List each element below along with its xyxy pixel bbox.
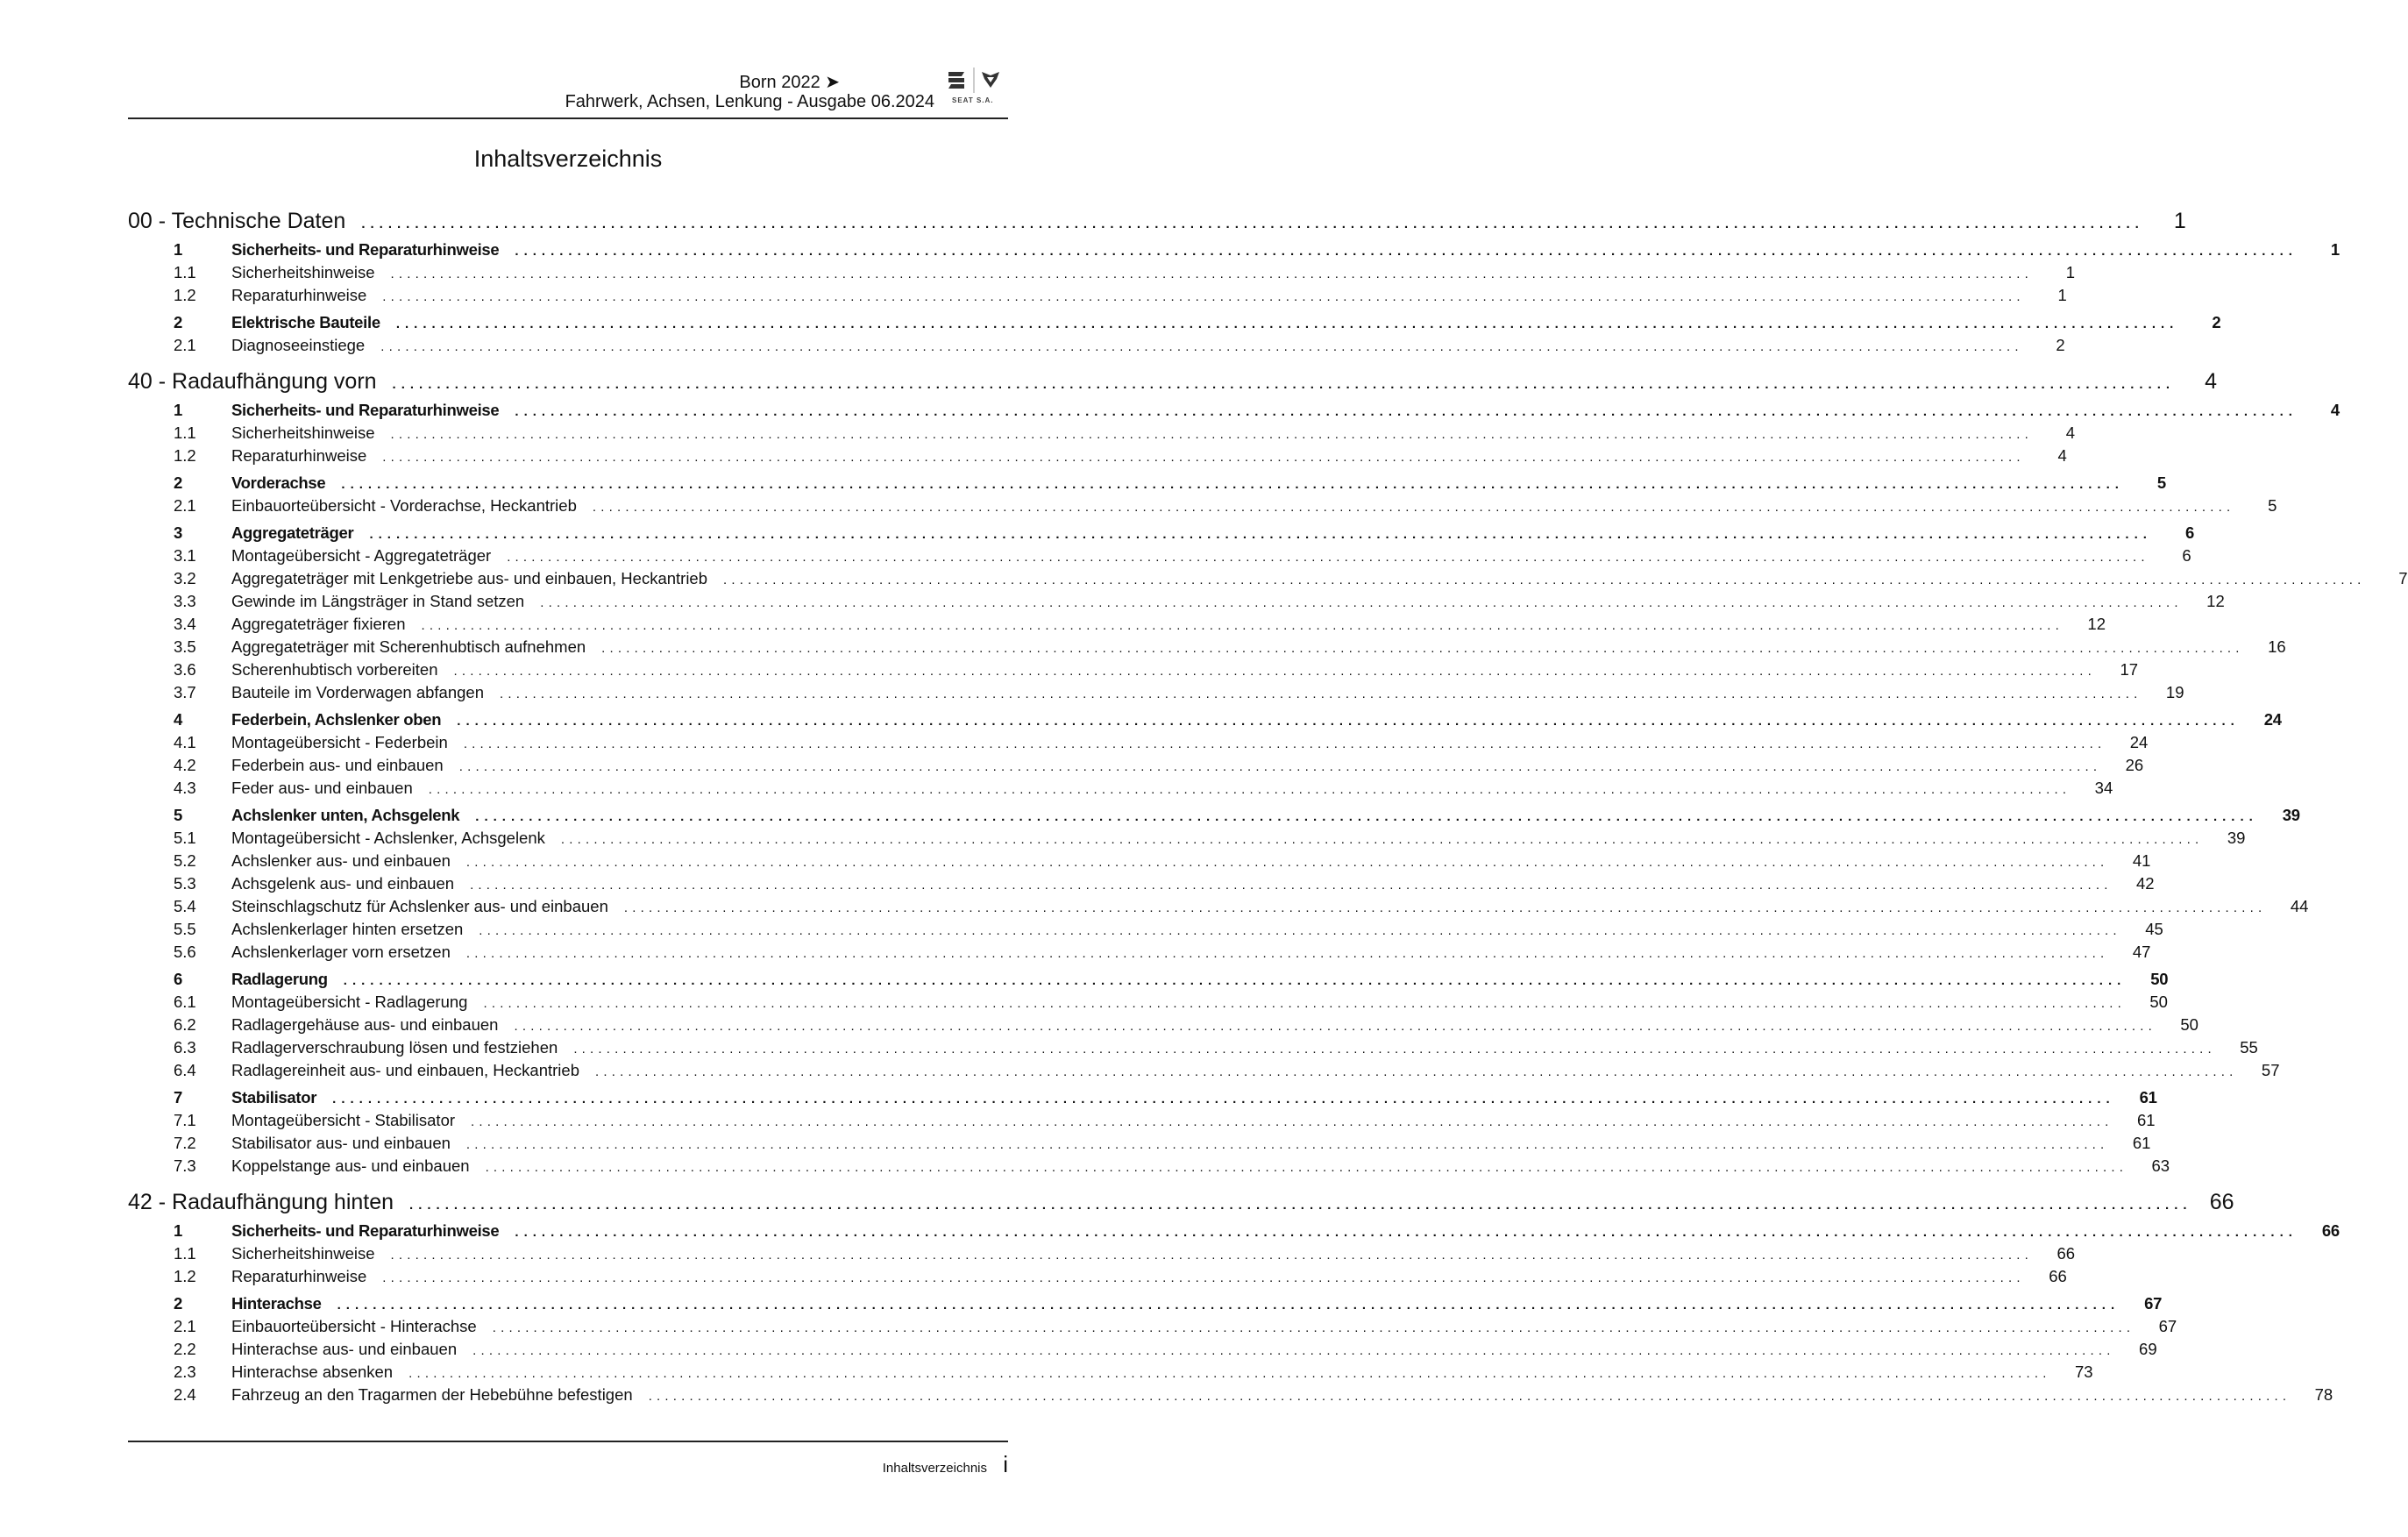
entry-number: 3 — [174, 523, 182, 542]
entry-title: Aggregateträger mit Lenkgetriebe aus- und einbauen, Heckantrieb — [231, 569, 708, 587]
dot-leader: ........................................................................................................................................................................................................ — [408, 1366, 2051, 1381]
entry-page: 5 — [2156, 473, 2166, 492]
entry-title: Einbauorteübersicht - Vorderachse, Heckantrieb — [231, 496, 577, 515]
entry-page: 63 — [2151, 1156, 2170, 1175]
toc-entry[interactable] — [128, 544, 2191, 567]
toc-entry[interactable] — [128, 941, 2151, 964]
entry-title: Achslenker aus- und einbauen — [231, 851, 451, 870]
entry-page: 1 — [2330, 240, 2340, 259]
entry-page: 4 — [2057, 446, 2067, 465]
entry-page: 73 — [2075, 1363, 2093, 1381]
entry-title: Radlagergehäuse aus- und einbauen — [231, 1015, 499, 1034]
entry-number: 1.1 — [174, 263, 196, 281]
entry-title: Federbein, Achslenker oben — [231, 710, 442, 729]
entry-title: Stabilisator — [231, 1088, 317, 1106]
entry-page: 2 — [2056, 336, 2065, 354]
dot-leader: ........................................................................................................................................................................................................ — [485, 1160, 2128, 1175]
toc-section[interactable] — [128, 968, 2169, 991]
dot-leader: ........................................................................................................................................................................................................ — [453, 664, 2097, 679]
entry-number: 3.3 — [174, 592, 196, 610]
entry-page: 2 — [2212, 313, 2221, 331]
dot-leader: ........................................................................................................................................................................................................ — [337, 1298, 2120, 1313]
entry-number: 5 — [174, 806, 182, 824]
dot-leader: ........................................................................................................................................................................................................ — [475, 809, 2258, 824]
entry-title: Sicherheitshinweise — [231, 1244, 375, 1263]
toc-entry[interactable] — [128, 1384, 2333, 1406]
dot-leader: ........................................................................................................................................................................................................ — [390, 427, 2034, 442]
entry-page: 55 — [2240, 1038, 2258, 1057]
dot-leader: ........................................................................................................................................................................................................ — [601, 641, 2244, 656]
entry-number: 1.2 — [174, 446, 196, 465]
toc-entry[interactable] — [128, 731, 2149, 754]
entry-number: 6.1 — [174, 993, 196, 1011]
toc-section[interactable] — [128, 472, 2166, 495]
entry-page: 66 — [2209, 1190, 2234, 1214]
entry-title: Sicherheitshinweise — [231, 423, 375, 442]
toc-entry[interactable] — [128, 334, 2065, 357]
toc-entry[interactable] — [128, 284, 2067, 307]
toc-entry[interactable] — [128, 1059, 2280, 1082]
entry-number: 1 — [174, 401, 182, 419]
entry-number: 2.1 — [174, 496, 196, 515]
toc-section[interactable] — [128, 804, 2300, 827]
dot-leader: ........................................................................................................................................................................................................ — [470, 878, 2113, 893]
entry-number: 5.2 — [174, 851, 196, 870]
entry-title: Sicherheits- und Reparaturhinweise — [231, 1221, 500, 1240]
toc-section[interactable] — [128, 1220, 2340, 1242]
entry-number: 6 — [174, 970, 182, 988]
entry-page: 50 — [2180, 1015, 2198, 1034]
page-title: Inhaltsverzeichnis — [473, 146, 663, 172]
entry-title: Gewinde im Längsträger in Stand setzen — [231, 592, 525, 610]
entry-page: 69 — [2139, 1340, 2157, 1358]
dot-leader: ........................................................................................................................................................................................................ — [595, 1064, 2238, 1079]
entry-number: 5.1 — [174, 829, 196, 847]
entry-page: 12 — [2087, 615, 2106, 633]
dot-leader: ........................................................................................................................................................................................................ — [492, 1320, 2135, 1335]
entry-title: Hinterachse — [231, 1294, 322, 1313]
dot-leader: ........................................................................................................................................................................................................ — [382, 1270, 2025, 1285]
entry-title: Montageübersicht - Achslenker, Achsgelenk — [231, 829, 545, 847]
entry-number: 4.3 — [174, 779, 196, 797]
entry-title: Bauteile im Vorderwagen abfangen — [231, 683, 484, 701]
dot-leader: ........................................................................................................................................................................................................ — [421, 618, 2063, 633]
toc-entry[interactable] — [128, 1315, 2177, 1338]
entry-title: Achslenkerlager vorn ersetzen — [231, 943, 451, 961]
entry-number: 7.3 — [174, 1156, 196, 1175]
dot-leader: ........................................................................................................................................................................................................ — [380, 339, 2023, 354]
entry-title: Hinterachse absenken — [231, 1363, 394, 1381]
entry-number: 5.6 — [174, 943, 196, 961]
header-subtitle: Fahrwerk, Achsen, Lenkung - Ausgabe 06.2024 — [565, 92, 934, 111]
entry-title: Sicherheits- und Reparaturhinweise — [231, 401, 500, 419]
toc-entry[interactable] — [128, 1338, 2157, 1361]
entry-number: 2.4 — [174, 1385, 196, 1404]
entry-page: 66 — [2056, 1244, 2076, 1263]
entry-title: Elektrische Bauteile — [231, 313, 380, 331]
entry-number: 5.5 — [174, 920, 196, 938]
toc-entry[interactable] — [128, 1132, 2151, 1155]
entry-title: Aggregateträger mit Scherenhubtisch aufnehmen — [231, 637, 586, 656]
page-header — [128, 68, 1008, 119]
entry-title: Diagnoseeinstiege — [231, 336, 366, 354]
entry-title: Montageübersicht - Federbein — [231, 733, 448, 751]
entry-title: Vorderachse — [231, 473, 326, 492]
entry-page: 19 — [2165, 683, 2184, 701]
entry-page: 41 — [2132, 851, 2151, 870]
entry-number: 3.1 — [174, 546, 196, 565]
brand-name: SEAT S.A. — [952, 96, 994, 104]
entry-number: 6.4 — [174, 1061, 196, 1079]
toc-entry[interactable] — [128, 1242, 2076, 1265]
dot-leader: ........................................................................................................................................................................................................ — [472, 1343, 2115, 1358]
entry-title: 00 - Technische Daten — [128, 209, 346, 233]
entry-number: 2 — [174, 1294, 182, 1313]
entry-title: Radlagereinheit aus- und einbauen, Heckantrieb — [231, 1061, 579, 1079]
dot-leader: ........................................................................................................................................................................................................ — [479, 923, 2121, 938]
toc-entry[interactable] — [128, 658, 2139, 681]
toc-chapter[interactable] — [128, 367, 2218, 396]
dot-leader: ........................................................................................................................................................................................................ — [332, 1092, 2115, 1106]
entry-number: 6.2 — [174, 1015, 196, 1034]
dot-leader: ........................................................................................................................................................................................................ — [382, 289, 2025, 304]
entry-title: Feder aus- und einbauen — [231, 779, 413, 797]
entry-title: Reparaturhinweise — [231, 286, 367, 304]
dot-leader: ........................................................................................................................................................................................................ — [515, 1225, 2298, 1240]
dot-leader: ........................................................................................................................................................................................................ — [343, 973, 2127, 988]
dot-leader: ........................................................................................................................................................................................................ — [463, 736, 2106, 751]
entry-number: 5.3 — [174, 874, 196, 893]
entry-title: Radlagerverschraubung lösen und festziehen — [231, 1038, 558, 1057]
dot-leader: ........................................................................................................................................................................................................ — [382, 450, 2025, 465]
entry-number: 1 — [174, 240, 182, 259]
toc-section[interactable] — [128, 1292, 2163, 1315]
header-model: Born 2022 ➤ — [739, 73, 840, 92]
toc-entry[interactable] — [128, 754, 2144, 777]
entry-title: Montageübersicht - Aggregateträger — [231, 546, 492, 565]
entry-page: 34 — [2094, 779, 2113, 797]
entry-title: Achslenker unten, Achsgelenk — [231, 806, 460, 824]
entry-number: 5.4 — [174, 897, 196, 915]
entry-page: 78 — [2314, 1385, 2333, 1404]
entry-title: Montageübersicht - Radlagerung — [231, 993, 468, 1011]
entry-page: 4 — [2065, 423, 2076, 442]
entry-page: 44 — [2290, 897, 2309, 915]
entry-title: Aggregateträger — [231, 523, 354, 542]
dot-leader: ........................................................................................................................................................................................................ — [465, 1137, 2109, 1152]
toc-entry[interactable] — [128, 827, 2246, 850]
dot-leader: ........................................................................................................................................................................................................ — [465, 946, 2109, 961]
dot-leader: ........................................................................................................................................................................................................ — [623, 900, 2267, 915]
entry-title: Sicherheits- und Reparaturhinweise — [231, 240, 500, 259]
entry-page: 6 — [2182, 546, 2191, 565]
entry-number: 3.6 — [174, 660, 196, 679]
dot-leader: ........................................................................................................................................................................................................ — [514, 1019, 2156, 1034]
entry-page: 67 — [2144, 1294, 2163, 1313]
seat-cupra-logo-icon — [943, 65, 1008, 96]
entry-number: 7 — [174, 1088, 182, 1106]
dot-leader: ........................................................................................................................................................................................................ — [395, 317, 2179, 331]
entry-title: 42 - Radaufhängung hinten — [128, 1190, 394, 1214]
dot-leader: ........................................................................................................................................................................................................ — [499, 687, 2142, 701]
toc-entry[interactable] — [128, 1109, 2156, 1132]
dot-leader: ........................................................................................................................................................................................................ — [507, 550, 2149, 565]
entry-title: Aggregateträger fixieren — [231, 615, 406, 633]
entry-page: 39 — [2227, 829, 2246, 847]
dot-leader: ........................................................................................................................................................................................................ — [573, 1042, 2216, 1057]
entry-page: 4 — [2205, 369, 2218, 394]
toc-chapter[interactable] — [128, 1188, 2234, 1217]
entry-title: Federbein aus- und einbauen — [231, 756, 444, 774]
toc-entry[interactable] — [128, 918, 2163, 941]
footer-label: Inhaltsverzeichnis — [882, 1461, 987, 1476]
toc-entry[interactable] — [128, 590, 2225, 613]
entry-page: 24 — [2129, 733, 2149, 751]
entry-page: 1 — [2173, 209, 2186, 233]
entry-title: Sicherheitshinweise — [231, 263, 375, 281]
toc-entry[interactable] — [128, 1265, 2067, 1288]
dot-leader: ........................................................................................................................................................................................................ — [515, 404, 2298, 419]
toc-entry[interactable] — [128, 681, 2184, 704]
entry-page: 61 — [2132, 1134, 2151, 1152]
entry-page: 61 — [2139, 1088, 2157, 1106]
dot-leader: ........................................................................................................................................................................................................ — [648, 1389, 2291, 1404]
entry-page: 24 — [2263, 710, 2282, 729]
toc-entry[interactable] — [128, 422, 2076, 445]
toc-section[interactable] — [128, 1086, 2157, 1109]
entry-number: 3.2 — [174, 569, 196, 587]
toc-entry[interactable] — [128, 1361, 2093, 1384]
dot-leader: ........................................................................................................................................................................................................ — [409, 1198, 2192, 1213]
entry-number: 4 — [174, 710, 182, 729]
entry-number: 2.2 — [174, 1340, 196, 1358]
toc-section[interactable] — [128, 708, 2282, 731]
entry-number: 1 — [174, 1221, 182, 1240]
entry-number: 3.5 — [174, 637, 196, 656]
dot-leader: ........................................................................................................................................................................................................ — [428, 782, 2071, 797]
entry-number: 3.4 — [174, 615, 196, 633]
entry-page: 17 — [2120, 660, 2139, 679]
entry-page: 66 — [2049, 1267, 2067, 1285]
toc-entry[interactable] — [128, 872, 2155, 895]
entry-page: 50 — [2150, 970, 2169, 988]
entry-page: 4 — [2330, 401, 2340, 419]
entry-number: 2 — [174, 473, 182, 492]
toc-entry[interactable] — [128, 636, 2286, 658]
entry-title: Koppelstange aus- und einbauen — [231, 1156, 470, 1175]
dot-leader: ........................................................................................................................................................................................................ — [560, 832, 2204, 847]
entry-page: 42 — [2135, 874, 2155, 893]
dot-leader: ........................................................................................................................................................................................................ — [392, 377, 2176, 392]
entry-page: 66 — [2321, 1221, 2340, 1240]
entry-number: 4.1 — [174, 733, 196, 751]
dot-leader: ........................................................................................................................................................................................................ — [471, 1114, 2113, 1129]
entry-page: 67 — [2158, 1317, 2177, 1335]
entry-number: 1.2 — [174, 286, 196, 304]
entry-number: 6.3 — [174, 1038, 196, 1057]
entry-number: 1.1 — [174, 1244, 196, 1263]
toc-entry[interactable] — [128, 895, 2309, 918]
entry-page: 1 — [2065, 263, 2076, 281]
entry-page: 16 — [2268, 637, 2286, 656]
dot-leader: ........................................................................................................................................................................................................ — [341, 477, 2124, 492]
entry-page: 61 — [2136, 1111, 2156, 1129]
entry-title: Montageübersicht - Stabilisator — [231, 1111, 456, 1129]
toc-entry[interactable] — [128, 850, 2151, 872]
dot-leader: ........................................................................................................................................................................................................ — [390, 1248, 2034, 1263]
toc-entry[interactable] — [128, 1036, 2258, 1059]
dot-leader: ........................................................................................................................................................................................................ — [540, 595, 2183, 610]
toc-entry[interactable] — [128, 613, 2106, 636]
entry-title: Reparaturhinweise — [231, 1267, 367, 1285]
entry-page: 6 — [2184, 523, 2194, 542]
brand-logo — [943, 65, 1008, 116]
entry-number: 2.1 — [174, 336, 196, 354]
entry-number: 3.7 — [174, 683, 196, 701]
entry-number: 2.1 — [174, 1317, 196, 1335]
entry-title: Scherenhubtisch vorbereiten — [231, 660, 438, 679]
entry-page: 7 — [2398, 569, 2408, 587]
entry-page: 45 — [2145, 920, 2163, 938]
toc-entry[interactable] — [128, 495, 2277, 517]
dot-leader: ........................................................................................................................................................................................................ — [390, 267, 2034, 281]
entry-title: Reparaturhinweise — [231, 446, 367, 465]
entry-page: 47 — [2132, 943, 2151, 961]
toc-chapter[interactable] — [128, 207, 2186, 236]
toc-entry[interactable] — [128, 1155, 2170, 1178]
table-of-contents — [128, 207, 2408, 1406]
page-number: i — [1003, 1451, 1008, 1477]
toc-entry[interactable] — [128, 777, 2113, 800]
toc-entry[interactable] — [128, 567, 2408, 590]
entry-number: 1.2 — [174, 1267, 196, 1285]
entry-title: Achslenkerlager hinten ersetzen — [231, 920, 464, 938]
entry-page: 39 — [2282, 806, 2300, 824]
toc-entry[interactable] — [128, 261, 2076, 284]
dot-leader: ........................................................................................................................................................................................................ — [361, 217, 2144, 231]
entry-number: 7.1 — [174, 1111, 196, 1129]
toc-entry[interactable] — [128, 1014, 2198, 1036]
dot-leader: ........................................................................................................................................................................................................ — [458, 759, 2102, 774]
entry-number: 2.3 — [174, 1363, 196, 1381]
entry-page: 50 — [2149, 993, 2168, 1011]
entry-title: Radlagerung — [231, 970, 328, 988]
entry-page: 1 — [2057, 286, 2067, 304]
entry-number: 4.2 — [174, 756, 196, 774]
dot-leader: ........................................................................................................................................................................................................ — [457, 714, 2240, 729]
entry-title: Hinterachse aus- und einbauen — [231, 1340, 458, 1358]
dot-leader: ........................................................................................................................................................................................................ — [515, 244, 2298, 259]
toc-entry[interactable] — [128, 991, 2168, 1014]
entry-title: Stabilisator aus- und einbauen — [231, 1134, 451, 1152]
page-footer — [128, 1441, 1008, 1477]
entry-title: Achsgelenk aus- und einbauen — [231, 874, 455, 893]
entry-page: 57 — [2261, 1061, 2280, 1079]
entry-title: Fahrzeug an den Tragarmen der Hebebühne befestigen — [231, 1385, 633, 1404]
entry-page: 26 — [2125, 756, 2144, 774]
entry-number: 1.1 — [174, 423, 196, 442]
toc-section[interactable] — [128, 238, 2340, 261]
entry-title: Einbauorteübersicht - Hinterachse — [231, 1317, 477, 1335]
dot-leader: ........................................................................................................................................................................................................ — [465, 855, 2109, 870]
dot-leader: ........................................................................................................................................................................................................ — [369, 527, 2152, 542]
entry-number: 2 — [174, 313, 182, 331]
toc-section[interactable] — [128, 311, 2221, 334]
toc-section[interactable] — [128, 399, 2340, 422]
toc-section[interactable] — [128, 522, 2194, 544]
dot-leader: ........................................................................................................................................................................................................ — [592, 500, 2235, 515]
toc-entry[interactable] — [128, 445, 2067, 467]
entry-page: 5 — [2268, 496, 2277, 515]
dot-leader: ........................................................................................................................................................................................................ — [723, 573, 2366, 587]
dot-leader: ........................................................................................................................................................................................................ — [483, 996, 2126, 1011]
entry-title: Steinschlagschutz für Achslenker aus- und einbauen — [231, 897, 608, 915]
entry-title: 40 - Radaufhängung vorn — [128, 369, 377, 394]
entry-page: 12 — [2206, 592, 2225, 610]
entry-number: 7.2 — [174, 1134, 196, 1152]
